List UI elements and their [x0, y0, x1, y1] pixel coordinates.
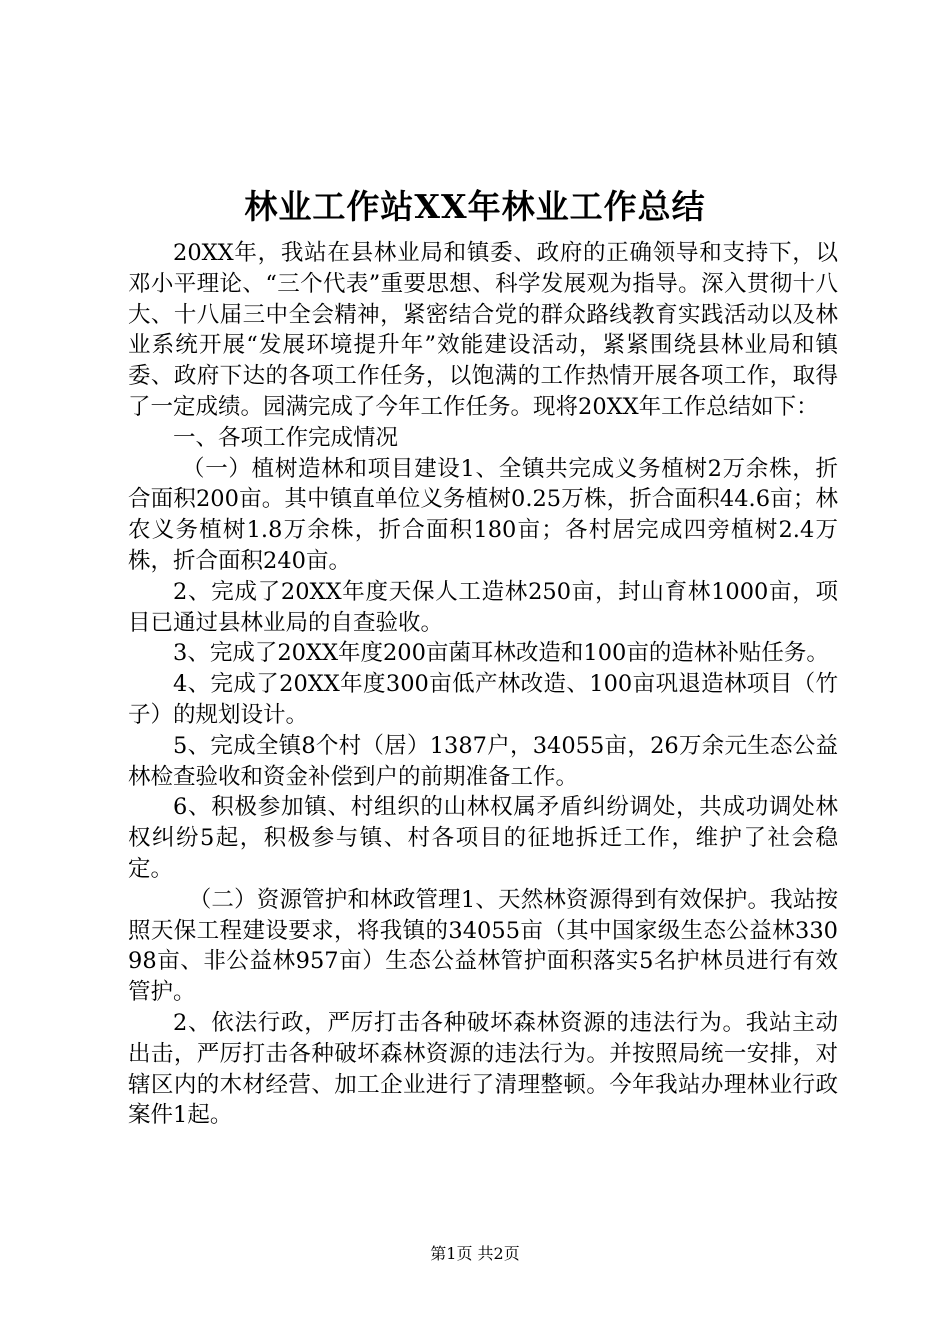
paragraph-item-5: 5、完成全镇8个村（居）1387户，34055亩，26万余元生态公益林检查验收和资金补偿到户的前期准备工作。	[128, 732, 838, 790]
paragraph-item-4: 4、完成了20XX年度300亩低产林改造、100亩巩退造林项目（竹子）的规划设计。	[128, 671, 838, 728]
page-footer: 第1页 共2页	[430, 1244, 520, 1263]
document-title: 林业工作站XX年林业工作总结	[244, 187, 706, 226]
paragraph-law-enforcement: 2、依法行政，严厉打击各种破坏森林资源的违法行为。我站主动出击，严厉打击各种破坏森林资源的违法行为。并按照局统一安排，对辖区内的木材经营、加工企业进行了清理整顿。今年我站办理林业行政案件1起。	[128, 1009, 838, 1129]
paragraph-item-3: 3、完成了20XX年度200亩菌耳林改造和100亩的造林补贴任务。	[173, 640, 829, 667]
paragraph-item-6: 6、积极参加镇、村组织的山林权属矛盾纠纷调处，共成功调处林权纠纷5起，积极参与镇、村各项目的征地拆迁工作，维护了社会稳定。	[128, 794, 838, 882]
paragraph-item-2: 2、完成了20XX年度天保人工造林250亩，封山育林1000亩，项目已通过县林业局的自查验收。	[128, 578, 838, 636]
document-body	[128, 238, 838, 1131]
section-heading-work-completion: 一、各项工作完成情况	[173, 424, 399, 451]
paragraph-resource-protection: （二）资源管护和林政管理1、天然林资源得到有效保护。我站按照天保工程建设要求，将我镇的34055亩（其中国家级生态公益林33098亩、非公益林957亩）生态公益林管护面积落实5名护林员进行有效管护。	[128, 886, 838, 1006]
paragraph-afforestation: （一）植树造林和项目建设1、全镇共完成义务植树2万余株，折合面积200亩。其中镇直单位义务植树0.25万株，折合面积44.6亩；林农义务植树1.8万余株，折合面积180亩；各村居完成四旁植树2.4万株，折合面积240亩。	[128, 455, 838, 574]
paragraph-intro: 20XX年，我站在县林业局和镇委、政府的正确领导和支持下，以邓小平理论、“三个代表”重要思想、科学发展观为指导。深入贯彻十八大、十八届三中全会精神，紧密结合党的群众路线教育实践活动以及林业系统开展“发展环境提升年”效能建设活动，紧紧围绕县林业局和镇委、政府下达的各项工作任务，以饱满的工作热情开展各项工作，取得了一定成绩。园满完成了今年工作任务。现将20XX年工作总结如下：	[128, 240, 838, 420]
